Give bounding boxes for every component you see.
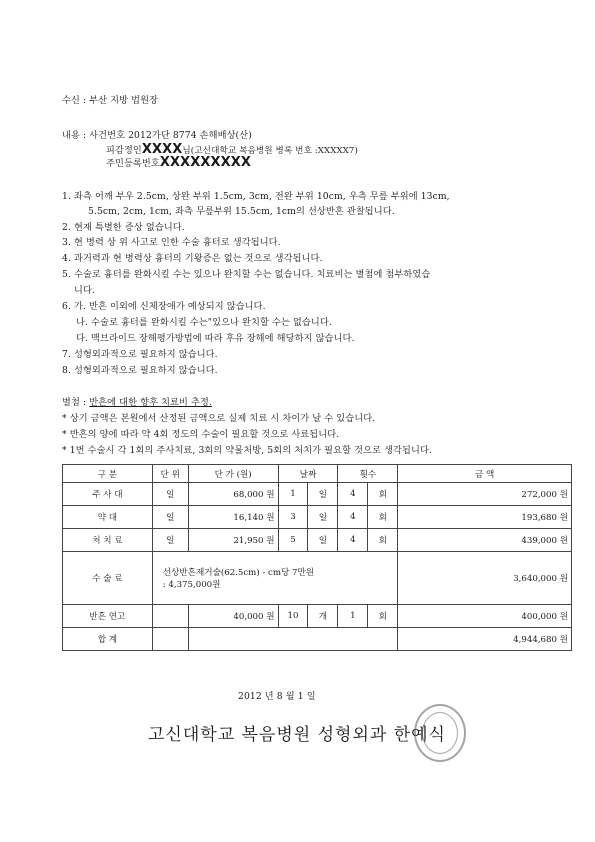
softener-days-unit: 개 — [308, 605, 338, 628]
total-amount: 4,944,680 원 — [398, 628, 572, 651]
surgery-desc-line1: 선상반흔제거술(62.5cm) - cm당 7만원 — [162, 568, 315, 578]
row-count-unit: 회 — [368, 506, 398, 529]
item-5: 5. 수술로 흉터를 완화시킬 수는 있으나 완치할 수는 없습니다. 치료비는 별첨에 첨부하였습 — [62, 269, 431, 280]
row-unit: 일 — [152, 483, 188, 506]
rrn-line — [106, 155, 251, 170]
header-category: 구 분 — [63, 465, 153, 483]
patient-record: 님(고신대학교 복음병원 병록 번호 :XXXXX7) — [182, 146, 358, 156]
row-days-unit: 일 — [308, 483, 338, 506]
row-days-number: 3 — [278, 506, 308, 529]
row-category: 주 사 대 — [63, 483, 153, 506]
item-7: 7. 성형외과적으로 필요하지 않습니다. — [62, 349, 218, 360]
surgery-desc-line2: : 4,375,000원 — [162, 580, 221, 590]
item-2: 2. 현재 특별한 증상 없습니다. — [62, 222, 185, 233]
row-count-number: 4 — [338, 483, 368, 506]
item-3: 3. 현 병력 상 위 사고로 인한 수술 흉터로 생각됩니다. — [62, 237, 281, 248]
item-6b: 나. 수술로 흉터를 완화시킬 수는"있으나 완치할 수는 없습니다. — [76, 317, 332, 328]
row-category: 약 대 — [63, 506, 153, 529]
surgery-amount: 3,640,000 원 — [398, 552, 572, 605]
softener-price: 40,000 원 — [188, 605, 278, 628]
surgery-description — [152, 552, 398, 605]
header-days: 날짜 — [278, 465, 338, 483]
row-category: 처 치 료 — [63, 529, 153, 552]
header-price: 단 가 (원) — [188, 465, 278, 483]
recipient-line: 수신 : 부산 지방 법원장 — [62, 95, 159, 106]
appendix-note-2: * 반흔의 양에 따라 약 4회 정도의 수술이 필요할 것으로 사료됩니다. — [62, 429, 340, 440]
rrn-value: XXXXXXXXX — [159, 155, 251, 170]
row-count-number: 4 — [338, 529, 368, 552]
row-amount: 439,000 원 — [398, 529, 572, 552]
appendix-prefix: 별첨 : — [62, 397, 90, 408]
row-price: 21,950 원 — [188, 529, 278, 552]
row-unit: 일 — [152, 506, 188, 529]
appendix-note-3: * 1번 수술시 각 1회의 주사치료, 3회의 약물처방, 5회의 처치가 필요할 것으로 생각됩니다. — [62, 445, 432, 456]
total-blank — [152, 628, 188, 651]
item-1-cont: 5.5cm, 2cm, 1cm, 좌측 무릎부위 15.5cm, 1cm의 선상반흔 관찰됩니다. — [88, 206, 395, 217]
item-6c: 다. 맥브라이드 장해평가방법에 따라 후유 장해에 해당하지 않습니다. — [76, 333, 355, 344]
patient-prefix: 피감정인 — [106, 145, 142, 156]
total-blank-span — [188, 628, 398, 651]
signature-line: 고신대학교 복음병원 성형외과 한예식 — [148, 725, 446, 745]
item-5-cont: 니다. — [74, 285, 95, 296]
softener-category: 반흔 연고 — [63, 605, 153, 628]
row-days-unit: 일 — [308, 506, 338, 529]
case-number-line: 내용 : 사건번호 2012가단 8774 손해배상(산) — [62, 130, 252, 141]
softener-unit — [152, 605, 188, 628]
surgery-category: 수 술 료 — [63, 552, 153, 605]
document-date: 2012 년 8 월 1 일 — [238, 691, 316, 702]
row-count-number: 4 — [338, 506, 368, 529]
table-row-total — [63, 628, 572, 651]
item-4: 4. 과거력과 현 병력상 흉터의 기왕증은 없는 것으로 생각됩니다. — [62, 253, 323, 264]
item-8: 8. 성형외과적으로 필요하지 않습니다. — [62, 365, 218, 376]
row-unit: 일 — [152, 529, 188, 552]
table-row — [63, 529, 572, 552]
row-count-unit: 회 — [368, 483, 398, 506]
softener-amount: 400,000 원 — [398, 605, 572, 628]
patient-name: XXXX — [141, 142, 183, 157]
row-amount: 193,680 원 — [398, 506, 572, 529]
fee-table — [62, 464, 572, 651]
table-row-softener — [63, 605, 572, 628]
table-row — [63, 483, 572, 506]
doctor-seal-stamp — [414, 704, 466, 762]
table-row-surgery — [63, 552, 572, 605]
softener-days-number: 10 — [278, 605, 308, 628]
appendix-note-1: * 상기 금액은 본원에서 산정된 금액으로 실제 치료 시 차이가 날 수 있습니다. — [62, 413, 376, 424]
seal-inner-ring — [422, 712, 458, 754]
header-unit: 단 위 — [152, 465, 188, 483]
header-amount: 금 액 — [398, 465, 572, 483]
total-category: 합 계 — [63, 628, 153, 651]
item-6a: 6. 가. 반흔 이외에 신체장애가 예상되지 않습니다. — [62, 301, 266, 312]
row-days-number: 1 — [278, 483, 308, 506]
rrn-label: 주민등록번호 — [106, 158, 160, 169]
row-amount: 272,000 원 — [398, 483, 572, 506]
row-days-number: 5 — [278, 529, 308, 552]
softener-count-unit: 회 — [368, 605, 398, 628]
row-price: 16,140 원 — [188, 506, 278, 529]
row-price: 68,000 원 — [188, 483, 278, 506]
row-count-unit: 회 — [368, 529, 398, 552]
row-days-unit: 일 — [308, 529, 338, 552]
item-1: 1. 좌측 어깨 부우 2.5cm, 상완 부위 1.5cm, 3cm, 전완 부위 10cm, 우측 무릎 부위에 13cm, — [62, 191, 450, 202]
table-row — [63, 506, 572, 529]
appendix-title — [62, 394, 212, 408]
appendix-title-underlined: 반흔에 대한 향후 치료비 추정. — [89, 397, 212, 408]
softener-count-number: 1 — [338, 605, 368, 628]
table-header-row — [63, 465, 572, 483]
header-count: 횟수 — [338, 465, 398, 483]
